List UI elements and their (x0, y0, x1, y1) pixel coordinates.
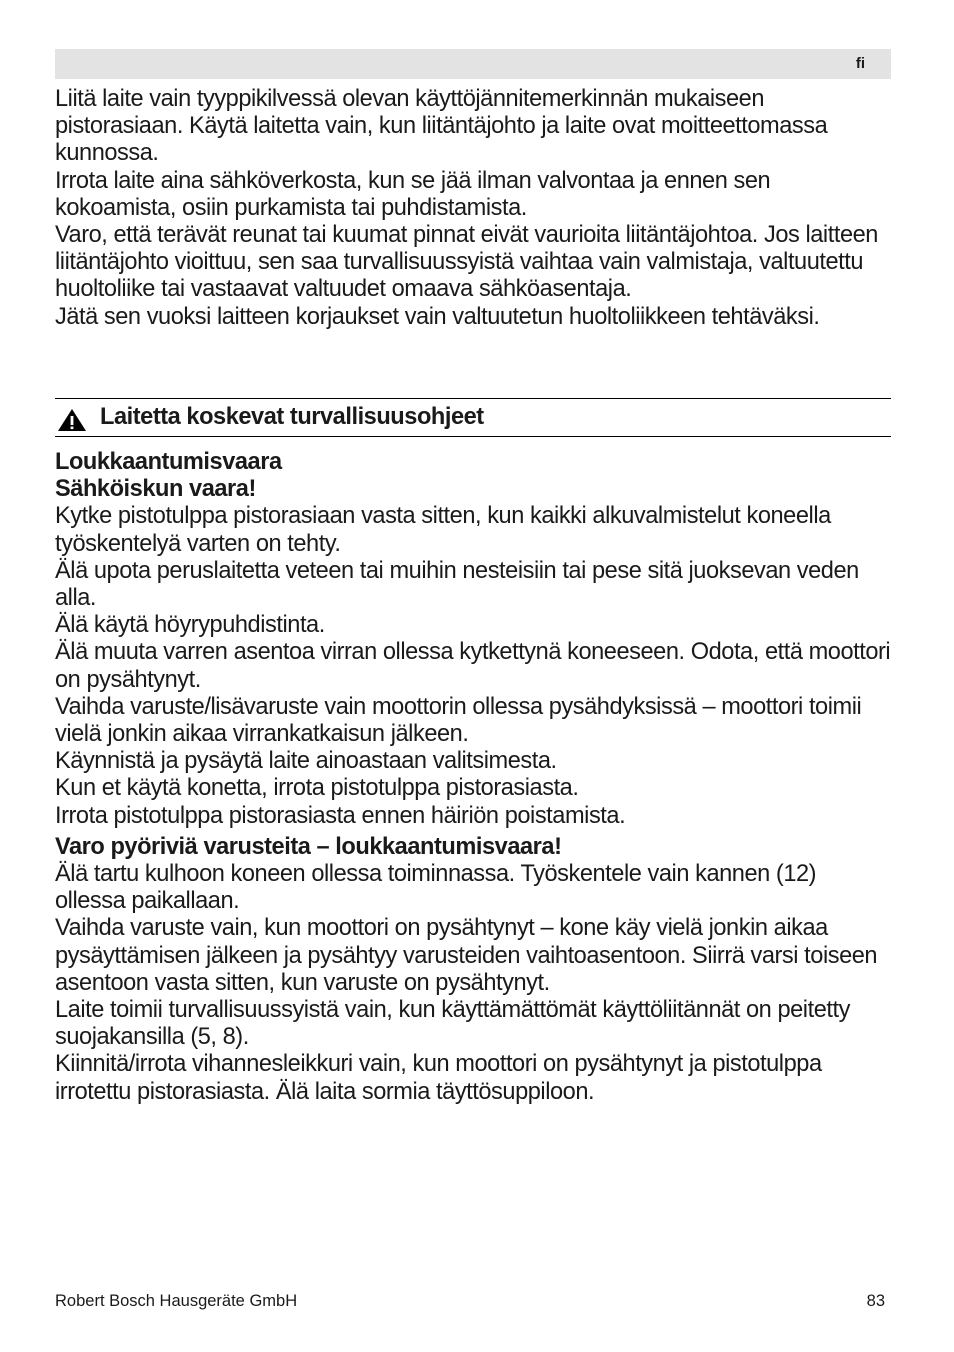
page-number: 83 (866, 1292, 885, 1310)
header-bar (55, 49, 891, 79)
paragraph: Käynnistä ja pysäytä laite ainoastaan valitsimesta. (55, 748, 557, 775)
footer-company: Robert Bosch Hausgeräte GmbH (55, 1292, 298, 1310)
subheading-injury: Loukkaantumisvaara (55, 449, 282, 475)
paragraph: Älä upota peruslaitetta veteen tai muihin nesteisiin tai pese sitä juoksevan veden alla. (55, 557, 859, 612)
section-title: Laitetta koskevat turvallisuusohjeet (100, 404, 484, 430)
paragraph: Vaihda varuste vain, kun moottori on pysähtynyt – kone käy vielä jonkin aikaa pysäyttämisen jälkeen ja pysähtyy varusteiden vaihtoasentoon. Siirrä varsi toiseen asentoon vasta sitten, kun varuste on pysähtynyt. (55, 915, 878, 996)
paragraph: Vaihda varuste/lisävaruste vain moottorin ollessa pysähdyksissä – moottori toimii vielä jonkin aikaa virrankatkaisun jälkeen. (55, 693, 862, 748)
paragraph: Irrota pistotulppa pistorasiasta ennen häiriön poistamista. (55, 802, 626, 829)
paragraph: Älä käytä höyrypuhdistinta. (55, 612, 325, 639)
language-code: fi (855, 55, 865, 72)
paragraph: Laite toimii turvallisuussyistä vain, kun käyttämättömät käyttöliitännät on peitetty suojakansilla (5, 8). (55, 997, 850, 1051)
subheading-rotating-parts: Varo pyöriviä varusteita – loukkaantumisvaara! (55, 833, 562, 860)
safety-text (55, 449, 891, 1106)
warning-triangle-icon (57, 408, 87, 432)
paragraph: Älä tartu kulhoon koneen ollessa toiminnassa. Työskentele vain kannen (12) ollessa paikallaan. (55, 861, 817, 915)
paragraph: Älä muuta varren asentoa virran ollessa kytkettynä koneeseen. Odota, että moottori on pysähtynyt. (55, 639, 891, 693)
paragraph: Jätä sen vuoksi laitteen korjaukset vain valtuutetun huoltoliikkeen tehtäväksi. (55, 303, 820, 330)
intro-text (55, 86, 891, 331)
paragraph: Irrota laite aina sähköverkosta, kun se jää ilman valvontaa ja ennen sen kokoamista, osiin purkamista tai puhdistamista. (55, 167, 771, 221)
paragraph: Varo, että terävät reunat tai kuumat pinnat eivät vaurioita liitäntäjohtoa. Jos laitteen liitäntäjohto vioittuu, sen saa turvallisuussyistä vaihtaa vain valmistaja, valtuutettu huoltoliike tai vastaavat valtuudet omaava sähköasentaja. (55, 222, 878, 303)
subheading-electric-shock: Sähköiskun vaara! (55, 476, 256, 503)
paragraph: Liitä laite vain tyyppikilvessä olevan käyttöjännitemerkinnän mukaiseen pistorasiaan. Käytä laitetta vain, kun liitäntäjohto ja laite ovat moitteettomassa kunnossa. (55, 86, 828, 167)
paragraph: Kytke pistotulppa pistorasiaan vasta sitten, kun kaikki alkuvalmistelut koneella työskentelyä varten on tehty. (55, 503, 831, 557)
paragraph: Kun et käytä konetta, irrota pistotulppa pistorasiasta. (55, 775, 579, 802)
paragraph: Kiinnitä/irrota vihannesleikkuri vain, kun moottori on pysähtynyt ja pistotulppa irrotettu pistorasiasta. Älä laita sormia täyttösuppiloon. (55, 1051, 822, 1105)
section-heading (55, 398, 891, 437)
